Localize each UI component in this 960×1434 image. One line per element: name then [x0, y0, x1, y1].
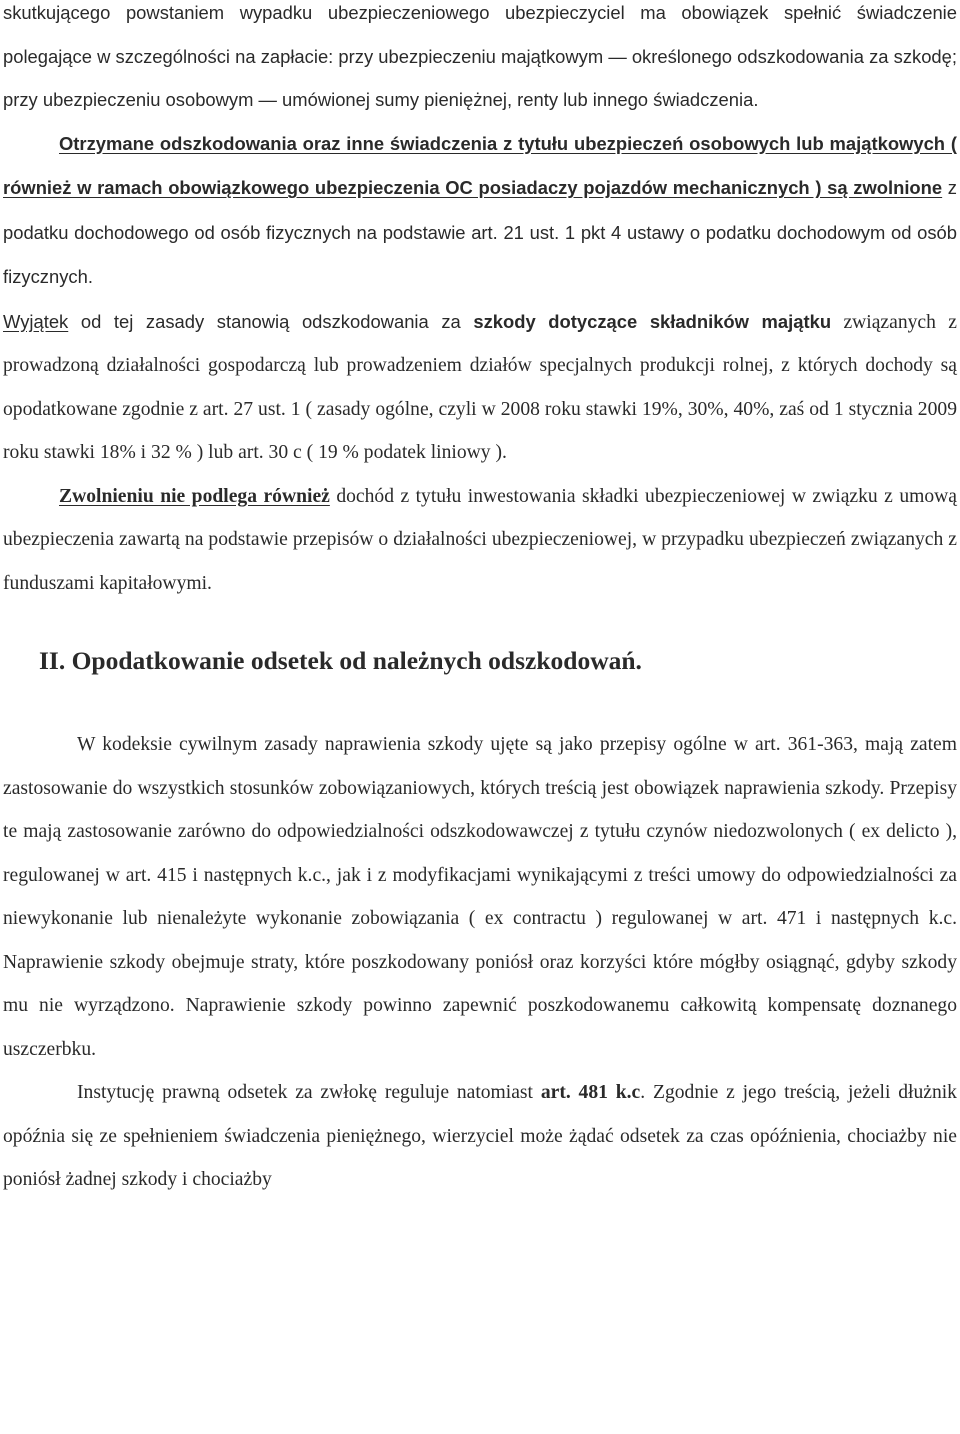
exception-bold-assets: szkody dotyczące składników majątku	[473, 310, 832, 332]
interest-text-b: . Zgodnie z jego treścią, jeżeli dłużnik opóźnia się ze spełnieniem świadczenia pieniężnego, wierzyciel może żądać odsetek za czas opóźnienia, chociażby nie poniósł żadnej szkody i chociażby	[3, 1082, 957, 1190]
section-heading: II. Opodatkowanie odsetek od należnych odszkodowań.	[39, 646, 642, 675]
document-page	[3, 0, 957, 1202]
exception-text-b: związanych z prowadzoną działalności gospodarczą lub prowadzeniem działów specjalnych produkcji rolnej, z których dochody są opodatkowane zgodnie z art. 27 ust. 1 ( zasady ogólne, czyli w 2008 roku stawki 19%, 30%, 40%, zaś od 1 stycznia 2009 roku stawki 18% i 32 % ) lub art. 30 c ( 19 % podatek liniowy ).	[3, 311, 957, 463]
exemption-legal-basis: z podatku dochodowego od osób fizycznych na podstawie art. 21 ust. 1 pkt 4 ustawy o podatku dochodowym od osób fizycznych.	[3, 177, 958, 287]
paragraph-interest	[3, 1071, 957, 1202]
paragraph-insurance-obligation: skutkującego powstaniem wypadku ubezpieczeniowego ubezpieczyciel ma obowiązek spełnić świadczenie polegające w szczególności na zapłacie: przy ubezpieczeniu majątkowym — określonego odszkodowania za szkodę; przy ubezpieczeniu osobowym — umówionej sumy pieniężnej, renty lub innego świadczenia.	[3, 2, 957, 110]
paragraph-civil-code: W kodeksie cywilnym zasady naprawienia szkody ujęte są jako przepisy ogólne w art. 361-363, mają zatem zastosowanie do wszystkich stosunków zobowiązaniowych, których treścią jest obowiązek naprawienia szkody. Przepisy te mają zastosowanie zarówno do odpowiedzialności odszkodowawczej z tytułu czynów niedozwolonych ( ex delicto ), regulowanej w art. 415 i następnych k.c., jak i z modyfikacjami wynikającymi z treści umowy do odpowiedzialności za niewykonanie lub nienależyte wykonanie zobowiązania ( ex contractu ) regulowanej w art. 471 i następnych k.c. Naprawienie szkody obejmuje straty, które poszkodowany poniósł oraz korzyści które mógłby osiągnąć, gdyby szkody mu nie wyrządzono. Naprawienie szkody powinno zapewnić poszkodowanemu całkowitą kompensatę doznanego uszczerbku.	[3, 734, 957, 1060]
exception-keyword: Wyjątek	[3, 310, 69, 332]
exemption-statement: Otrzymane odszkodowania oraz inne świadczenia z tytułu ubezpieczeń osobowych lub majątkowych ( również w ramach obowiązkowego ubezpieczenia OC posiadaczy pojazdów mechanicznych ) są zwolnione	[3, 132, 957, 198]
paragraph-not-exempt	[3, 475, 957, 606]
not-exempt-statement: Zwolnieniu nie podlega również	[59, 485, 330, 507]
interest-article-ref: art. 481 k.c	[540, 1082, 641, 1103]
not-exempt-text: dochód z tytułu inwestowania składki ubezpieczeniowej w związku z umową ubezpieczenia zawartą na podstawie przepisów o działalności ubezpieczeniowej, w przypadku ubezpieczeń związanych z funduszami kapitałowymi.	[3, 485, 958, 594]
exception-text-a: od tej zasady stanowią odszkodowania za	[68, 310, 474, 332]
interest-text-a: Instytucję prawną odsetek za zwłokę reguluje natomiast	[77, 1082, 541, 1103]
paragraph-exemption	[3, 122, 957, 300]
paragraph-exception	[3, 300, 957, 475]
